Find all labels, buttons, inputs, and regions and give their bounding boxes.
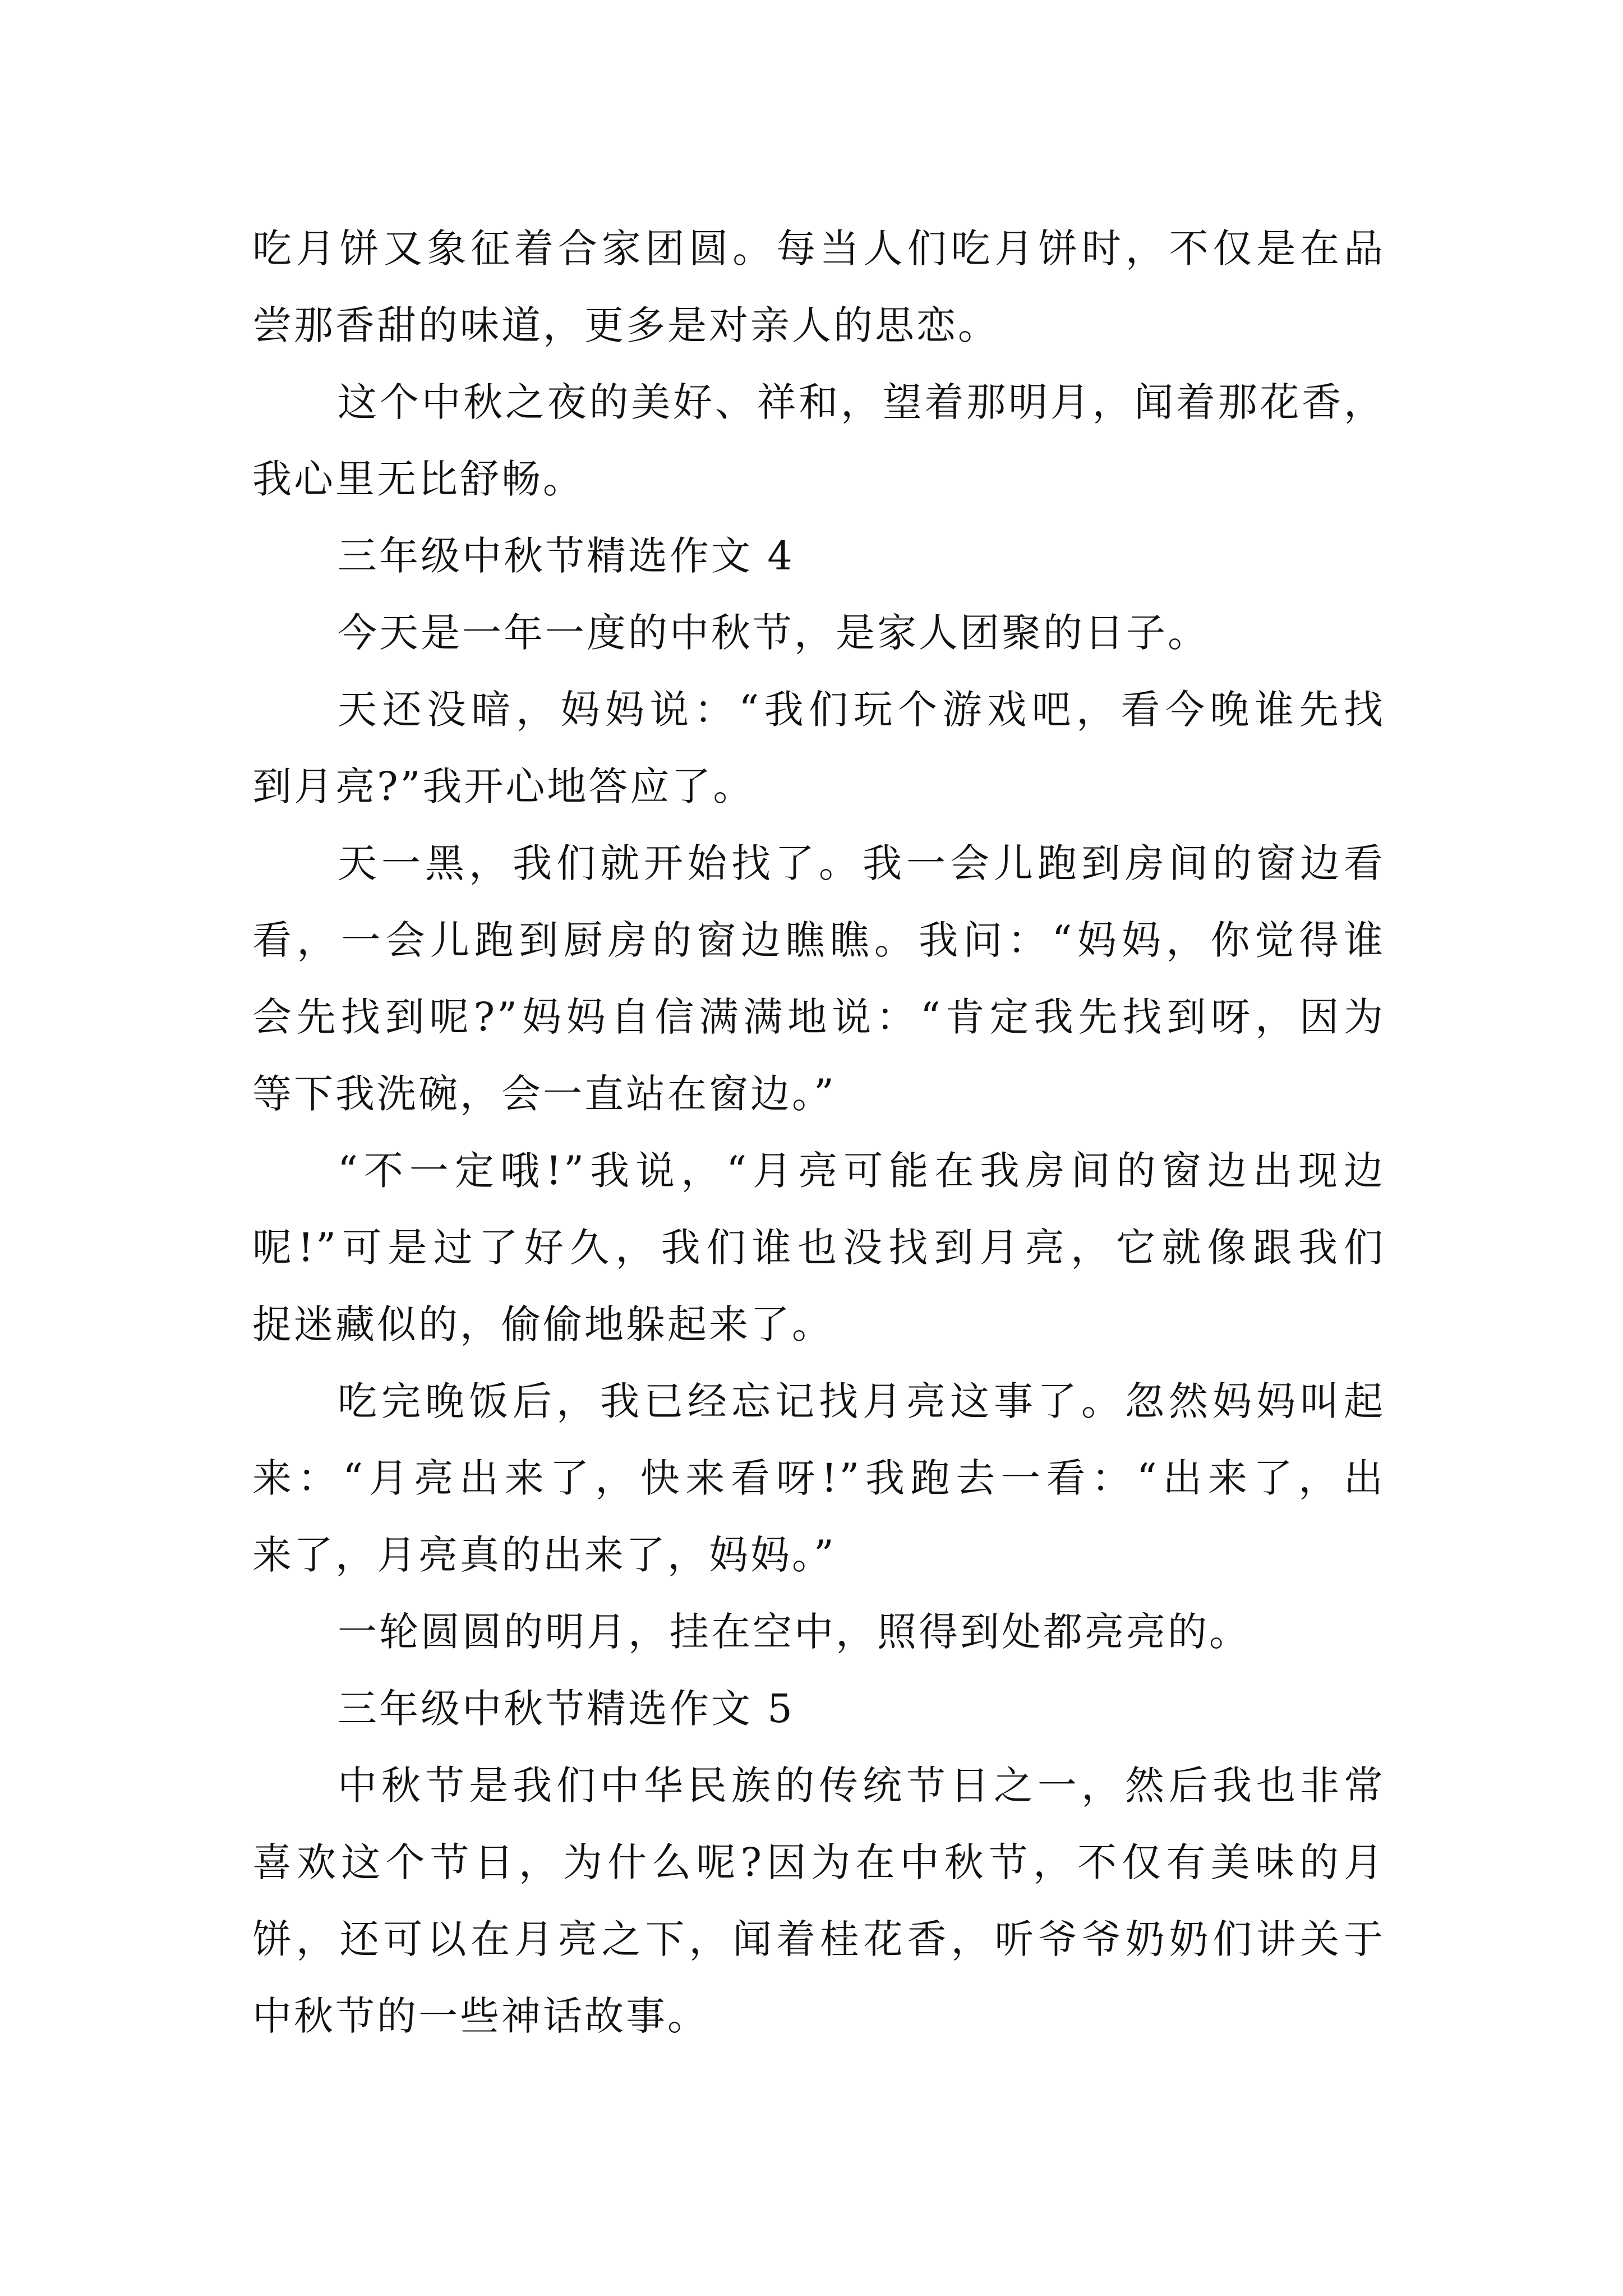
- paragraph-start-line: “不一定哦!”我说，“月亮可能在我房间的窗边出现边: [338, 1148, 1385, 1194]
- text-line: 来：“月亮出来了，快来看呀!”我跑去一看：“出来了，出: [252, 1455, 1385, 1501]
- paragraph-start-line: 今天是一年一度的中秋节，是家人团聚的日子。: [338, 610, 1209, 656]
- section-heading: 三年级中秋节精选作文 5: [338, 1686, 795, 1732]
- text-line: 看，一会儿跑到厨房的窗边瞧瞧。我问：“妈妈，你觉得谁: [252, 917, 1385, 963]
- text-line: 捉迷藏似的，偷偷地躲起来了。: [252, 1301, 833, 1347]
- text-line: 到月亮?”我开心地答应了。: [252, 763, 755, 809]
- text-line: 饼，还可以在月亮之下，闻着桂花香，听爷爷奶奶们讲关于: [252, 1916, 1385, 1962]
- paragraph-start-line: 吃完晚饭后，我已经忘记找月亮这事了。忽然妈妈叫起: [338, 1378, 1385, 1424]
- paragraph-start-line: 天还没暗，妈妈说：“我们玩个游戏吧，看今晚谁先找: [338, 687, 1385, 733]
- paragraph-start-line: 这个中秋之夜的美好、祥和，望着那明月，闻着那花香，: [338, 379, 1385, 425]
- paragraph-start-line: 一轮圆圆的明月，挂在空中，照得到处都亮亮的。: [338, 1609, 1251, 1655]
- text-line: 喜欢这个节日，为什么呢?因为在中秋节，不仅有美味的月: [252, 1839, 1385, 1885]
- paragraph-start-line: 天一黑，我们就开始找了。我一会儿跑到房间的窗边看: [338, 840, 1385, 886]
- text-line: 我心里无比舒畅。: [252, 456, 584, 502]
- text-line: 吃月饼又象征着合家团圆。每当人们吃月饼时，不仅是在品: [252, 226, 1385, 272]
- section-heading: 三年级中秋节精选作文 4: [338, 533, 795, 579]
- text-line: 尝那香甜的味道，更多是对亲人的思恋。: [252, 302, 999, 348]
- paragraph-start-line: 中秋节是我们中华民族的传统节日之一，然后我也非常: [338, 1763, 1385, 1809]
- text-line: 呢!”可是过了好久，我们谁也没找到月亮，它就像跟我们: [252, 1225, 1385, 1271]
- text-line: 来了，月亮真的出来了，妈妈。”: [252, 1532, 836, 1578]
- text-line: 会先找到呢?”妈妈自信满满地说：“肯定我先找到呀，因为: [252, 994, 1385, 1040]
- text-line: 中秋节的一些神话故事。: [252, 1993, 709, 2039]
- document-body: [252, 210, 1385, 2055]
- text-line: 等下我洗碗，会一直站在窗边。”: [252, 1071, 836, 1117]
